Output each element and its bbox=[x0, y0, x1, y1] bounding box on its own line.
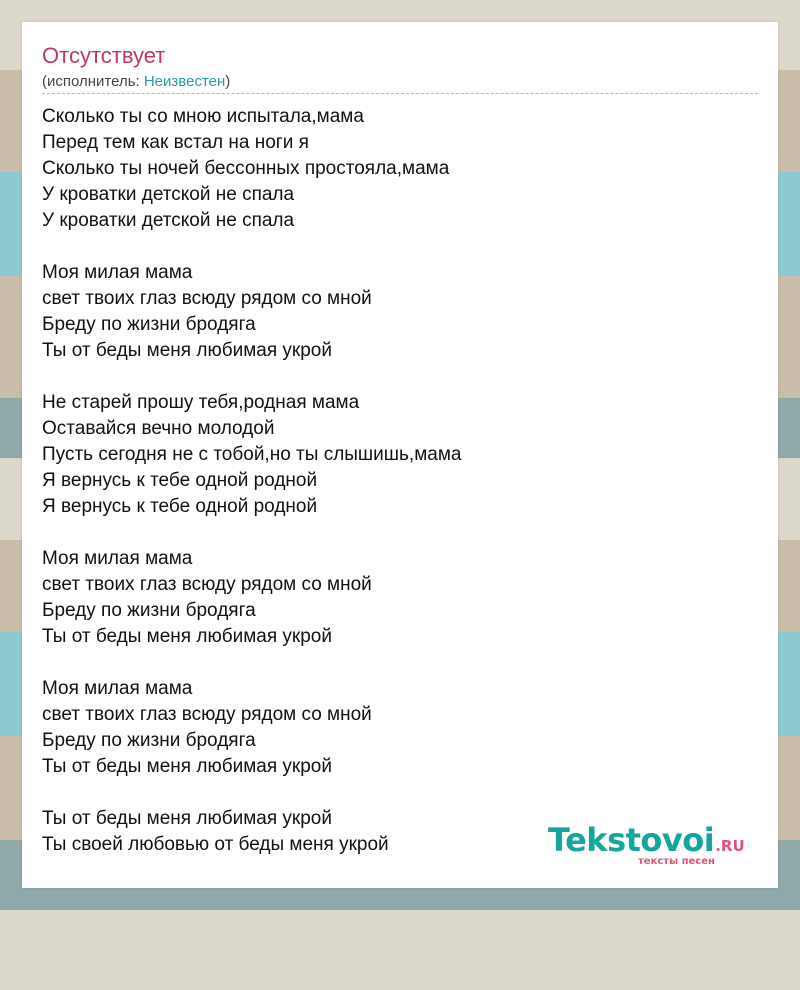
lyric-line: Моя милая мама bbox=[42, 678, 193, 699]
background-stripe bbox=[0, 910, 800, 990]
lyric-line: Ты своей любовью от беды меня укрой bbox=[42, 834, 389, 855]
title-divider bbox=[42, 93, 758, 94]
lyric-line: Я вернусь к тебе одной родной bbox=[42, 496, 318, 517]
lyric-line: Ты от беды меня любимая укрой bbox=[42, 340, 332, 361]
lyric-line: У кроватки детской не спала bbox=[42, 210, 295, 231]
lyric-line: Не старей прошу тебя,родная мама bbox=[42, 392, 360, 413]
logo-main-text: Tekstovoi bbox=[548, 821, 715, 859]
lyric-line: Моя милая мама bbox=[42, 548, 193, 569]
logo-tagline: тексты песен bbox=[638, 856, 715, 867]
lyrics-card bbox=[22, 22, 778, 888]
lyric-line: Ты от беды меня любимая укрой bbox=[42, 808, 332, 829]
lyric-line: Сколько ты ночей бессонных простояла,мама bbox=[42, 158, 450, 179]
lyric-line: свет твоих глаз всюду рядом со мной bbox=[42, 288, 372, 309]
lyric-blank-line bbox=[42, 234, 762, 260]
lyric-line: У кроватки детской не спала bbox=[42, 184, 295, 205]
lyric-line: Ты от беды меня любимая укрой bbox=[42, 756, 332, 777]
lyric-line: Бреду по жизни бродяга bbox=[42, 314, 256, 335]
lyric-line: Ты от беды меня любимая укрой bbox=[42, 626, 332, 647]
artist-prefix: (исполнитель: bbox=[42, 73, 144, 90]
lyric-blank-line bbox=[42, 364, 762, 390]
lyric-line: свет твоих глаз всюду рядом со мной bbox=[42, 704, 372, 725]
lyric-line: свет твоих глаз всюду рядом со мной bbox=[42, 574, 372, 595]
lyric-line: Перед тем как встал на ноги я bbox=[42, 132, 309, 153]
song-title: Отсутствует bbox=[42, 43, 166, 68]
lyric-line: Моя милая мама bbox=[42, 262, 193, 283]
lyric-blank-line bbox=[42, 520, 762, 546]
lyrics-text bbox=[42, 104, 762, 858]
lyric-blank-line bbox=[42, 650, 762, 676]
lyric-line: Я вернусь к тебе одной родной bbox=[42, 470, 318, 491]
artist-line bbox=[42, 72, 230, 92]
lyric-line: Бреду по жизни бродяга bbox=[42, 730, 256, 751]
lyric-line: Оставайся вечно молодой bbox=[42, 418, 275, 439]
lyric-blank-line bbox=[42, 780, 762, 806]
lyric-line: Сколько ты со мною испытала,мама bbox=[42, 106, 364, 127]
lyric-line: Бреду по жизни бродяга bbox=[42, 600, 256, 621]
artist-link[interactable]: Неизвестен bbox=[143, 73, 226, 90]
artist-suffix: ) bbox=[225, 73, 231, 90]
site-logo[interactable] bbox=[548, 820, 758, 870]
lyric-line: Пусть сегодня не с тобой,но ты слышишь,мама bbox=[42, 444, 462, 465]
logo-domain-suffix: .RU bbox=[715, 837, 745, 855]
